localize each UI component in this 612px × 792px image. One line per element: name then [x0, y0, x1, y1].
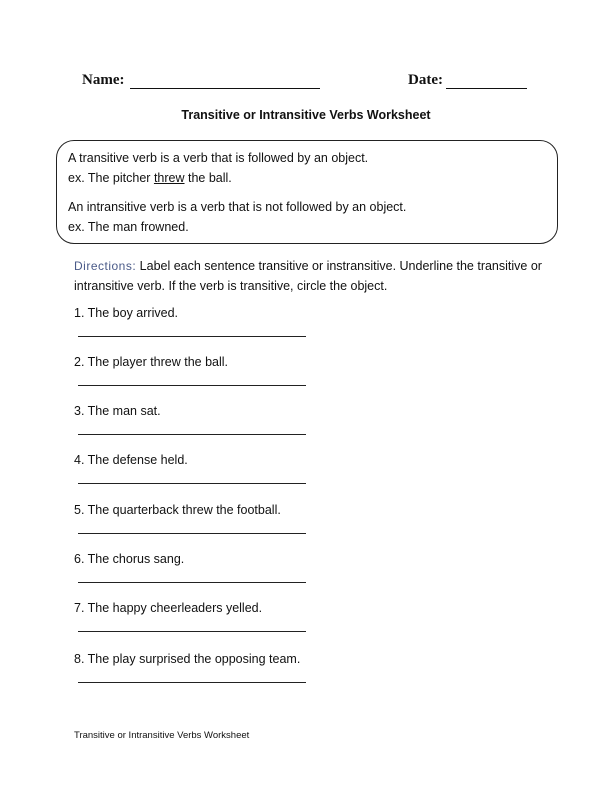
date-label: Date:: [408, 72, 443, 88]
question-4: 4. The defense held.: [74, 453, 188, 467]
transitive-example: [68, 171, 232, 185]
date-field-line[interactable]: [446, 88, 527, 89]
name-field-line[interactable]: [130, 88, 320, 89]
question-2: 2. The player threw the ball.: [74, 355, 229, 369]
question-1: 1. The boy arrived.: [74, 306, 178, 320]
answer-line-1[interactable]: [78, 336, 306, 337]
answer-line-7[interactable]: [78, 631, 306, 632]
answer-line-6[interactable]: [78, 582, 306, 583]
answer-line-2[interactable]: [78, 385, 306, 386]
directions-label: Directions:: [74, 259, 137, 273]
answer-line-4[interactable]: [78, 483, 306, 484]
example-verb: threw: [153, 171, 185, 185]
intransitive-definition: An intransitive verb is a verb that is not followed by an object.: [68, 200, 407, 214]
example-text: ex. The pitcher: [68, 171, 154, 185]
transitive-definition: A transitive verb is a verb that is followed by an object.: [68, 151, 369, 165]
footer: Transitive or Intransitive Verbs Worksheet: [74, 730, 250, 741]
question-8: 8. The play surprised the opposing team.: [74, 652, 301, 666]
worksheet-title: Transitive or Intransitive Verbs Worksheet: [181, 108, 431, 122]
question-3: 3. The man sat.: [74, 404, 161, 418]
directions-text: Label each sentence transitive or instransitive. Underline the transitive or intransitive verb. If the verb is transitive, circle the object.: [74, 259, 542, 293]
answer-line-8[interactable]: [78, 682, 306, 683]
name-label: Name:: [82, 72, 125, 88]
intransitive-example: ex. The man frowned.: [68, 220, 189, 234]
definition-box: [56, 140, 558, 244]
question-7: 7. The happy cheerleaders yelled.: [74, 601, 263, 615]
question-6: 6. The chorus sang.: [74, 552, 185, 566]
answer-line-3[interactable]: [78, 434, 306, 435]
question-5: 5. The quarterback threw the football.: [74, 503, 281, 517]
directions: [74, 256, 544, 296]
example-text: the ball.: [184, 171, 232, 185]
answer-line-5[interactable]: [78, 533, 306, 534]
